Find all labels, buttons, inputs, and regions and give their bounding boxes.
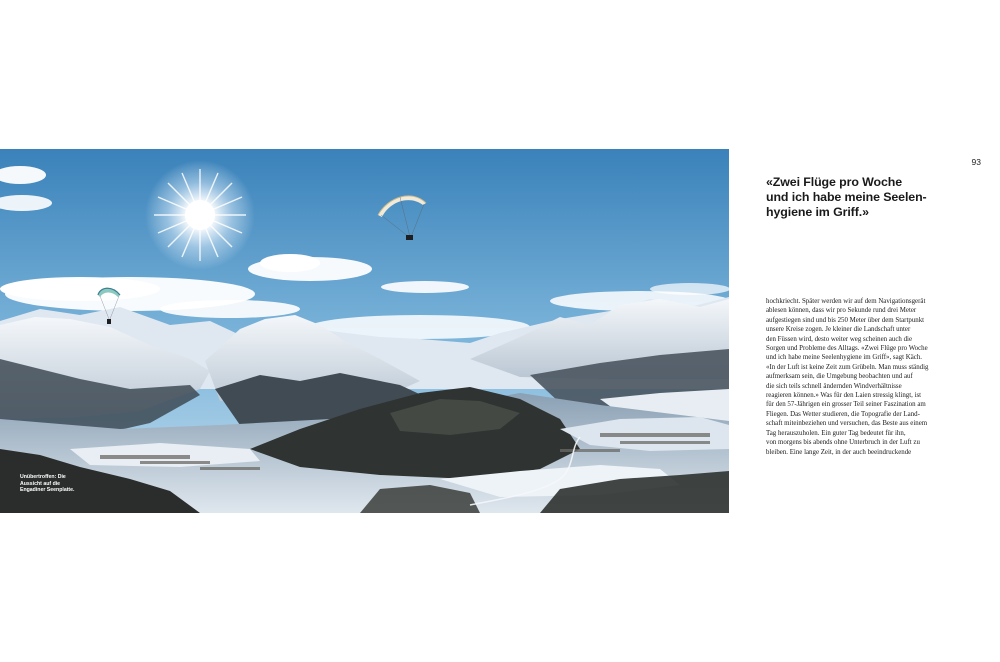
caption-line: Unübertroffen: Die bbox=[20, 474, 66, 480]
magazine-spread bbox=[0, 149, 1000, 513]
body-line: den Füssen wird, desto weiter weg scheinen auch die bbox=[766, 335, 913, 343]
caption-line: Aussicht auf die bbox=[20, 480, 61, 487]
pull-quote-line: «Zwei Flüge pro Woche bbox=[766, 175, 903, 189]
sun bbox=[145, 160, 255, 270]
photo-illustration bbox=[0, 149, 729, 513]
body-line: unsere Kreise zogen. Je kleiner die Landschaft unter bbox=[766, 326, 911, 334]
body-line: hochkriecht. Später werden wir auf dem Navigationsgerät bbox=[766, 298, 926, 305]
body-line: bleiben. Eine lange Zeit, in der auch beeindruckende bbox=[766, 448, 912, 456]
text-page bbox=[729, 149, 1000, 513]
engadin-landscape-photo bbox=[0, 149, 729, 513]
caption-line: Engadiner Seenplatte. bbox=[20, 487, 75, 494]
body-line: Sorgen und Probleme des Alltags. «Zwei Flüge pro Woche bbox=[766, 345, 928, 353]
pull-quote-line: und ich habe meine Seelen- bbox=[766, 190, 927, 204]
body-line: Fliegen. Das Wetter studieren, die Topografie der Land- bbox=[766, 410, 920, 418]
body-line: und ich habe meine Seelenhygiene im Griff», sagt Käch. bbox=[766, 354, 923, 362]
photo-caption bbox=[20, 474, 90, 494]
page-number: 93 bbox=[971, 157, 981, 167]
body-line: ablesen können, dass wir pro Sekunde rund drei Meter bbox=[766, 307, 917, 315]
body-line: von morgens bis abends ohne Unterbruch in der Luft zu bbox=[766, 439, 920, 447]
body-line: aufmerksam sein, die Umgebung beobachten und auf bbox=[766, 373, 913, 381]
body-line: die sich teils schnell ändernden Windverhältnisse bbox=[766, 382, 902, 390]
body-text bbox=[766, 297, 988, 457]
body-line: für den 57-Jährigen ein grosser Teil seiner Faszination am bbox=[766, 401, 926, 409]
body-line: reagieren können.» Was für den Laien stressig klingt, ist bbox=[766, 392, 922, 400]
body-line: «In der Luft ist keine Zeit zum Grübeln. Man muss ständig bbox=[766, 363, 929, 371]
pull-quote bbox=[766, 175, 966, 220]
body-line: aufgestiegen sind und bis 250 Meter über dem Startpunkt bbox=[766, 316, 925, 324]
body-line: Tag herauszuholen. Ein guter Tag bedeutet für ihn, bbox=[766, 429, 906, 437]
pull-quote-line: hygiene im Griff.» bbox=[766, 205, 869, 219]
body-line: schaft miteinbeziehen und versuchen, das Beste aus einem bbox=[766, 420, 928, 428]
